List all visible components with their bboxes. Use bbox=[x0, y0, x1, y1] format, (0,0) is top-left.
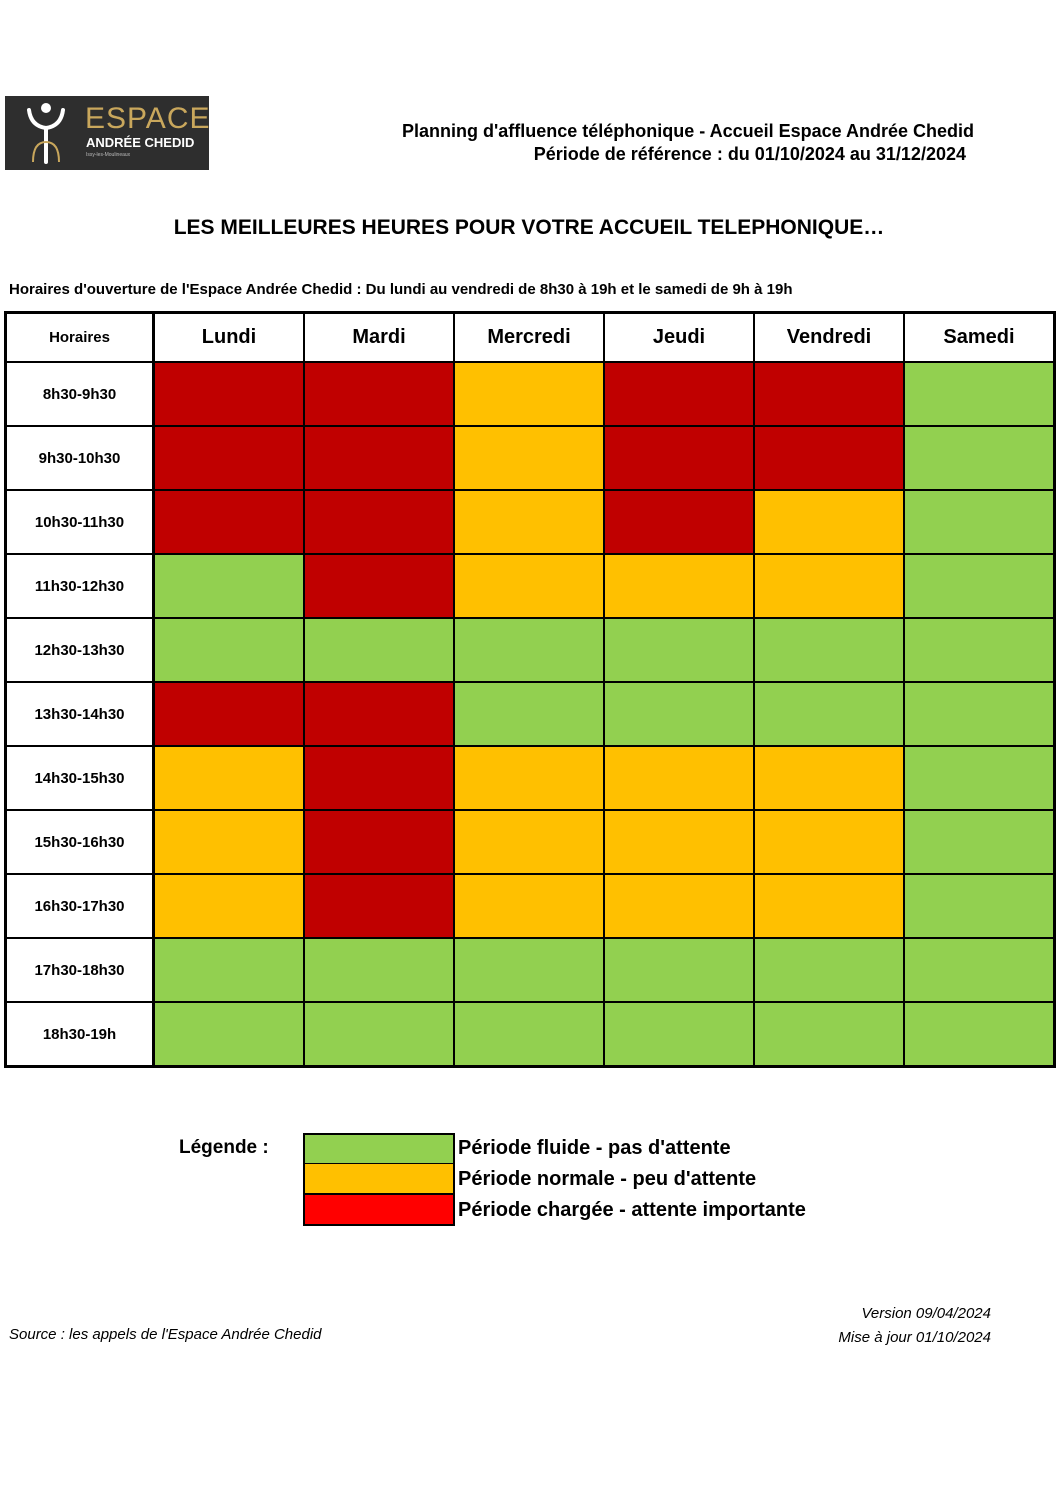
legend-text-chargee: Période chargée - attente importante bbox=[458, 1199, 806, 1221]
affluence-cell-normale bbox=[154, 874, 305, 938]
time-slot-cell: 11h30-12h30 bbox=[6, 554, 154, 618]
time-slot-cell: 18h30-19h bbox=[6, 1002, 154, 1067]
affluence-cell-chargee bbox=[754, 362, 904, 426]
table-row bbox=[6, 746, 1055, 810]
legend-swatch-chargee bbox=[303, 1195, 455, 1226]
affluence-cell-normale bbox=[454, 554, 604, 618]
affluence-cell-fluide bbox=[904, 810, 1055, 874]
logo-line-1: ESPACE bbox=[85, 102, 211, 135]
legend-label: Légende : bbox=[179, 1137, 269, 1158]
affluence-cell-fluide bbox=[904, 874, 1055, 938]
table-row bbox=[6, 362, 1055, 426]
table-row bbox=[6, 490, 1055, 554]
affluence-cell-fluide bbox=[904, 362, 1055, 426]
affluence-cell-fluide bbox=[154, 554, 305, 618]
affluence-cell-normale bbox=[154, 810, 305, 874]
table-row bbox=[6, 810, 1055, 874]
affluence-cell-normale bbox=[754, 874, 904, 938]
affluence-cell-chargee bbox=[304, 810, 454, 874]
affluence-table bbox=[4, 311, 1056, 1068]
affluence-cell-normale bbox=[754, 490, 904, 554]
affluence-cell-fluide bbox=[754, 938, 904, 1002]
affluence-cell-chargee bbox=[604, 426, 754, 490]
opening-hours-note: Horaires d'ouverture de l'Espace Andrée Chedid : Du lundi au vendredi de 8h30 à 19h et le samedi de 9h à 19h bbox=[9, 281, 793, 298]
affluence-cell-fluide bbox=[904, 938, 1055, 1002]
time-slot-cell: 10h30-11h30 bbox=[6, 490, 154, 554]
title-line-1: Planning d'affluence téléphonique - Accueil Espace Andrée Chedid bbox=[401, 121, 974, 141]
logo-line-2: ANDRÉE CHEDID bbox=[86, 135, 195, 150]
affluence-cell-normale bbox=[454, 426, 604, 490]
affluence-cell-normale bbox=[454, 362, 604, 426]
affluence-cell-fluide bbox=[754, 618, 904, 682]
version-date: Version 09/04/2024 bbox=[861, 1305, 991, 1322]
table-row bbox=[6, 1002, 1055, 1067]
affluence-cell-normale bbox=[604, 810, 754, 874]
affluence-cell-fluide bbox=[454, 1002, 604, 1067]
affluence-cell-normale bbox=[454, 490, 604, 554]
legend-text-fluide: Période fluide - pas d'attente bbox=[458, 1137, 731, 1159]
affluence-cell-normale bbox=[604, 746, 754, 810]
affluence-cell-chargee bbox=[154, 490, 305, 554]
affluence-cell-normale bbox=[454, 874, 604, 938]
affluence-cell-chargee bbox=[304, 362, 454, 426]
time-slot-cell: 17h30-18h30 bbox=[6, 938, 154, 1002]
legend-swatch-fluide bbox=[303, 1133, 455, 1165]
header-day: Jeudi bbox=[604, 313, 754, 363]
table-row bbox=[6, 426, 1055, 490]
affluence-cell-chargee bbox=[604, 490, 754, 554]
affluence-cell-chargee bbox=[304, 682, 454, 746]
affluence-cell-fluide bbox=[904, 746, 1055, 810]
time-slot-cell: 16h30-17h30 bbox=[6, 874, 154, 938]
affluence-cell-fluide bbox=[454, 938, 604, 1002]
time-slot-cell: 9h30-10h30 bbox=[6, 426, 154, 490]
affluence-cell-fluide bbox=[754, 682, 904, 746]
espace-andree-chedid-logo bbox=[5, 96, 209, 170]
affluence-cell-chargee bbox=[754, 426, 904, 490]
time-slot-cell: 8h30-9h30 bbox=[6, 362, 154, 426]
affluence-cell-fluide bbox=[754, 1002, 904, 1067]
affluence-cell-chargee bbox=[304, 426, 454, 490]
legend-text-normale: Période normale - peu d'attente bbox=[458, 1168, 757, 1190]
affluence-cell-normale bbox=[154, 746, 305, 810]
affluence-cell-normale bbox=[754, 554, 904, 618]
logo-emblem-icon bbox=[5, 96, 85, 170]
affluence-cell-chargee bbox=[304, 874, 454, 938]
affluence-cell-fluide bbox=[604, 682, 754, 746]
source-note: Source : les appels de l'Espace Andrée Chedid bbox=[9, 1326, 322, 1343]
affluence-cell-fluide bbox=[904, 618, 1055, 682]
affluence-cell-fluide bbox=[904, 426, 1055, 490]
table-row bbox=[6, 554, 1055, 618]
logo-line-3: Issy-les-Moulineaux bbox=[86, 152, 131, 158]
affluence-cell-fluide bbox=[904, 682, 1055, 746]
header-horaires: Horaires bbox=[6, 313, 154, 363]
affluence-cell-fluide bbox=[604, 1002, 754, 1067]
affluence-cell-normale bbox=[754, 810, 904, 874]
time-slot-cell: 15h30-16h30 bbox=[6, 810, 154, 874]
affluence-cell-normale bbox=[604, 554, 754, 618]
affluence-cell-fluide bbox=[604, 618, 754, 682]
header-day: Mercredi bbox=[454, 313, 604, 363]
affluence-cell-chargee bbox=[304, 746, 454, 810]
header-day: Mardi bbox=[304, 313, 454, 363]
affluence-cell-fluide bbox=[154, 1002, 305, 1067]
header-day: Vendredi bbox=[754, 313, 904, 363]
table-row bbox=[6, 874, 1055, 938]
time-slot-cell: 12h30-13h30 bbox=[6, 618, 154, 682]
affluence-cell-fluide bbox=[454, 682, 604, 746]
update-date: Mise à jour 01/10/2024 bbox=[838, 1329, 991, 1346]
affluence-cell-chargee bbox=[154, 682, 305, 746]
header-day: Samedi bbox=[904, 313, 1055, 363]
affluence-cell-fluide bbox=[904, 1002, 1055, 1067]
affluence-cell-chargee bbox=[154, 426, 305, 490]
table-row bbox=[6, 938, 1055, 1002]
affluence-cell-fluide bbox=[904, 554, 1055, 618]
legend-swatch-normale bbox=[303, 1164, 455, 1195]
affluence-cell-chargee bbox=[154, 362, 305, 426]
affluence-cell-normale bbox=[454, 746, 604, 810]
affluence-cell-fluide bbox=[304, 938, 454, 1002]
document-title bbox=[402, 120, 974, 166]
affluence-cell-normale bbox=[604, 874, 754, 938]
table-row bbox=[6, 682, 1055, 746]
affluence-cell-fluide bbox=[304, 618, 454, 682]
table-header-row bbox=[6, 313, 1055, 363]
affluence-cell-chargee bbox=[604, 362, 754, 426]
header-day: Lundi bbox=[154, 313, 305, 363]
time-slot-cell: 14h30-15h30 bbox=[6, 746, 154, 810]
affluence-cell-fluide bbox=[604, 938, 754, 1002]
affluence-cell-fluide bbox=[154, 618, 305, 682]
version-info bbox=[838, 1302, 991, 1350]
affluence-cell-chargee bbox=[304, 490, 454, 554]
affluence-cell-chargee bbox=[304, 554, 454, 618]
table-row bbox=[6, 618, 1055, 682]
affluence-cell-fluide bbox=[454, 618, 604, 682]
affluence-cell-fluide bbox=[154, 938, 305, 1002]
affluence-cell-fluide bbox=[304, 1002, 454, 1067]
affluence-cell-fluide bbox=[904, 490, 1055, 554]
affluence-cell-normale bbox=[454, 810, 604, 874]
affluence-cell-normale bbox=[754, 746, 904, 810]
headline: LES MEILLEURES HEURES POUR VOTRE ACCUEIL TELEPHONIQUE… bbox=[173, 216, 885, 239]
time-slot-cell: 13h30-14h30 bbox=[6, 682, 154, 746]
title-line-2: Période de référence : du 01/10/2024 au 31/12/2024 bbox=[533, 144, 966, 164]
